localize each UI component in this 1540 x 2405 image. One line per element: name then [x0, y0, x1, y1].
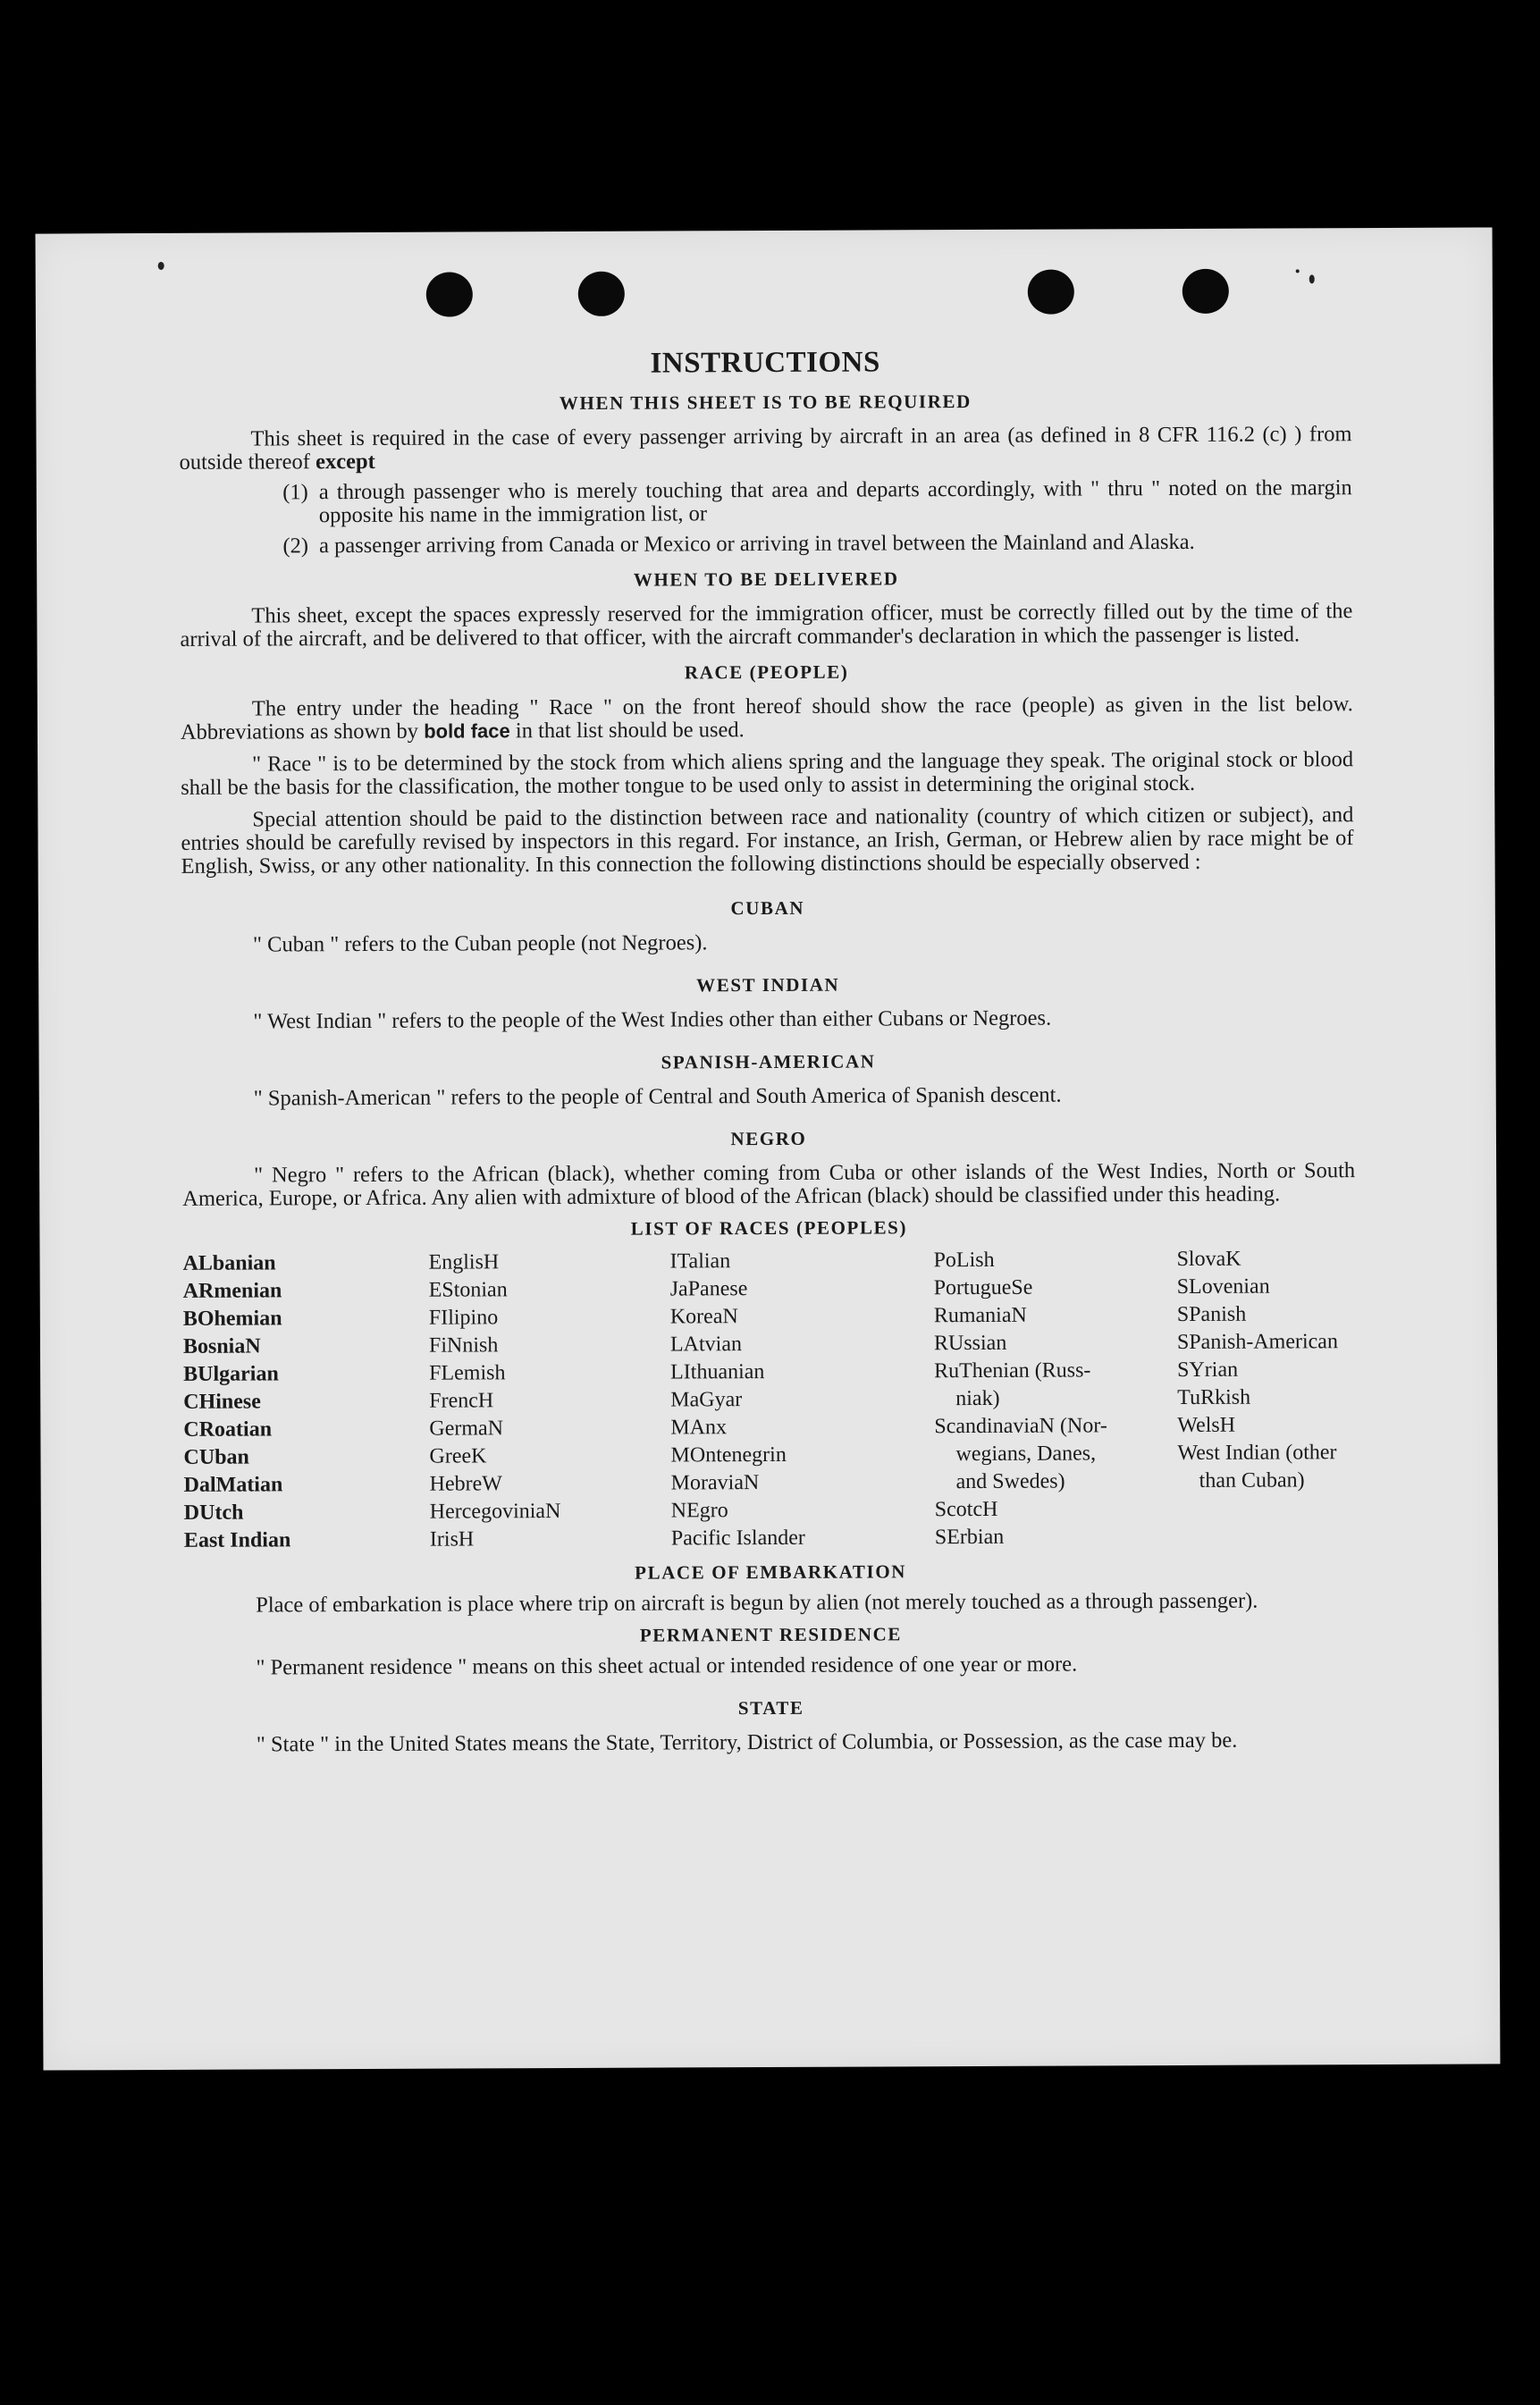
race-entry: BOhemian — [182, 1307, 282, 1331]
heading-when-required: WHEN THIS SHEET IS TO BE REQUIRED — [559, 390, 972, 415]
race-entry: FLemish — [429, 1361, 506, 1385]
punch-hole-4 — [1182, 269, 1229, 314]
race-entry: SYrian — [1177, 1358, 1239, 1383]
races-column-5 — [1176, 1245, 1356, 1551]
race-entry: ARmenian — [182, 1279, 282, 1303]
punch-hole-2 — [578, 272, 625, 316]
speck — [1296, 269, 1300, 273]
race-entry: PoLish — [933, 1248, 995, 1273]
race-entry: FIlipino — [428, 1306, 499, 1330]
speck — [158, 262, 164, 270]
paragraph-embarkation: Place of embarkation is place where trip on aircraft is begun by alien (not merely touched as a through passenger). — [256, 1588, 1258, 1618]
paragraph-when-delivered: This sheet, except the spaces expressly reserved for the immigration officer, must be correctly filled out by the time of the arrival of the aircraft, and be delivered to that officer, with the aircraft commander's declaration in which the passenger is listed. — [180, 599, 1353, 652]
race-entry: DalMatian — [183, 1473, 283, 1497]
race-entry: CHinese — [183, 1390, 261, 1414]
paragraph-cuban: " Cuban " refers to the Cuban people (not Negroes). — [252, 930, 708, 957]
item-text: a passenger arriving from Canada or Mexico or arriving in travel between the Mainland and Alaska. — [318, 529, 1195, 559]
race-entry: GreeK — [429, 1444, 487, 1468]
race-p1-bold: bold face — [424, 719, 510, 743]
paragraph-race-2: " Race " is to be determined by the stock from which aliens spring and the language they speak. The original stock or blood shall be the basis for the classification, the mother tongue to be used only to assist in determining the original stock. — [181, 747, 1354, 800]
race-entry: DUtch — [183, 1501, 244, 1525]
race-entry: CRoatian — [183, 1417, 273, 1442]
item-number: (2) — [282, 534, 309, 559]
race-entry: SLovenian — [1176, 1274, 1270, 1299]
paragraph-residence: " Permanent residence " means on this sheet actual or intended residence of one year or more. — [256, 1652, 1078, 1680]
paragraph-race-3: Special attention should be paid to the distinction between race and nationality (country of which citizen or subject), and entries should be carefully revised by inspectors in this regard. For instance, an Irish, German, or Hebrew alien by race might be of English, Swiss, or any other nationality. In this connection the following distinctions should be especially observed : — [181, 803, 1354, 879]
item-number: (1) — [282, 480, 308, 505]
race-entry: than Cuban) — [1199, 1468, 1305, 1493]
when-required-intro: This sheet is required in the case of every passenger arriving by aircraft in an area (as defined in 8 CFR 116.2 (c) ) from outside thereof — [179, 422, 1352, 475]
race-p1-end: in that list should be used. — [515, 718, 745, 744]
race-entry: wegians, Danes, — [955, 1442, 1097, 1467]
race-entry: SPanish — [1176, 1302, 1247, 1327]
document-sheet — [36, 227, 1501, 2070]
race-entry: FiNnish — [428, 1333, 499, 1358]
race-entry: MaGyar — [670, 1388, 743, 1412]
races-column-1 — [182, 1249, 429, 1555]
race-entry: West Indian (other — [1177, 1441, 1337, 1466]
paragraph-spanish-american: " Spanish-American " refers to the people of Central and South America of Spanish descent. — [253, 1082, 1062, 1111]
race-entry: LAtvian — [669, 1333, 742, 1357]
race-entry: MAnx — [670, 1416, 728, 1440]
instructions-content — [179, 344, 1358, 1757]
race-entry: and Swedes) — [955, 1469, 1065, 1494]
race-p1-start: The entry under the heading " Race " on the front hereof should show the race (people) as given in the list below. Abbreviations as shown by — [180, 692, 1353, 744]
race-entry: HebreW — [429, 1472, 502, 1496]
race-entry: EnglisH — [428, 1250, 500, 1274]
races-column-4 — [933, 1246, 1177, 1551]
heading-west-indian: WEST INDIAN — [696, 973, 840, 996]
heading-negro: NEGRO — [730, 1127, 807, 1150]
race-entry: BosniaN — [182, 1334, 261, 1358]
race-entry: NEgro — [670, 1499, 728, 1523]
race-entry: EStonian — [428, 1278, 508, 1302]
races-table — [182, 1245, 1356, 1555]
race-entry: RUssian — [933, 1331, 1007, 1356]
race-entry: ScotcH — [934, 1497, 998, 1522]
race-entry: MoraviaN — [670, 1471, 760, 1495]
race-entry: PortugueSe — [933, 1275, 1033, 1300]
race-entry: ALbanian — [182, 1251, 276, 1275]
race-entry: SPanish-American — [1176, 1330, 1338, 1355]
races-column-3 — [669, 1247, 934, 1552]
race-entry: CUban — [183, 1445, 249, 1469]
race-entry: WelsH — [1177, 1413, 1236, 1438]
heading-list-of-races: LIST OF RACES (PEOPLES) — [630, 1216, 908, 1240]
race-entry: ScandinaviaN (Nor- — [934, 1414, 1107, 1439]
heading-spanish-american: SPANISH-AMERICAN — [661, 1050, 876, 1073]
race-entry: niak) — [955, 1386, 1000, 1411]
list-item — [180, 476, 1352, 528]
race-entry: IrisH — [429, 1527, 475, 1551]
race-entry: TuRkish — [1177, 1385, 1251, 1410]
race-entry: RumaniaN — [933, 1303, 1027, 1328]
race-entry: KoreaN — [669, 1305, 738, 1329]
when-required-except: except — [315, 449, 375, 475]
page-title: INSTRUCTIONS — [650, 346, 880, 380]
punch-hole-1 — [426, 272, 473, 316]
paragraph-negro: " Negro " refers to the African (black), whether coming from Cuba or other islands of the West Indies, North or South America, Europe, or Africa. Any alien with admixture of blood of the African (black) should be classified under this heading. — [182, 1158, 1356, 1211]
paragraph-west-indian: " West Indian " refers to the people of the West Indies other than either Cubans or Negroes. — [253, 1005, 1052, 1034]
race-entry: Pacific Islander — [670, 1526, 805, 1551]
item-text: a through passenger who is merely touching that area and departs accordingly, with " thru " noted on the margin opposite his name in the immigration list, or — [318, 475, 1352, 528]
paragraph-when-required — [179, 423, 1351, 475]
race-entry: JaPanese — [669, 1277, 748, 1301]
race-entry: LIthuanian — [670, 1360, 765, 1384]
paragraph-race-1 — [181, 693, 1353, 744]
heading-embarkation: PLACE OF EMBARKATION — [635, 1560, 907, 1584]
race-entry: RuThenian (Russ- — [934, 1358, 1091, 1383]
race-entry: ITalian — [669, 1249, 731, 1274]
heading-when-delivered: WHEN TO BE DELIVERED — [633, 568, 899, 591]
speck — [1309, 274, 1315, 283]
heading-race: RACE (PEOPLE) — [684, 660, 849, 684]
race-entry: MOntenegrin — [670, 1442, 787, 1467]
heading-cuban: CUBAN — [730, 896, 805, 920]
race-entry: SErbian — [934, 1525, 1005, 1550]
race-entry: East Indian — [183, 1528, 291, 1552]
races-column-2 — [428, 1248, 670, 1553]
race-entry: HercegoviniaN — [429, 1500, 561, 1524]
punch-hole-3 — [1028, 269, 1074, 314]
list-item — [180, 530, 1352, 559]
race-entry: FrencH — [429, 1389, 494, 1413]
heading-residence: PERMANENT RESIDENCE — [639, 1623, 902, 1646]
race-entry: SlovaK — [1176, 1247, 1241, 1272]
race-entry: BUlgarian — [183, 1362, 279, 1386]
paragraph-state: " State " in the United States means the State, Territory, District of Columbia, or Possession, as the case may be. — [256, 1728, 1238, 1757]
race-entry: GermaN — [429, 1417, 504, 1441]
heading-state: STATE — [737, 1696, 804, 1720]
